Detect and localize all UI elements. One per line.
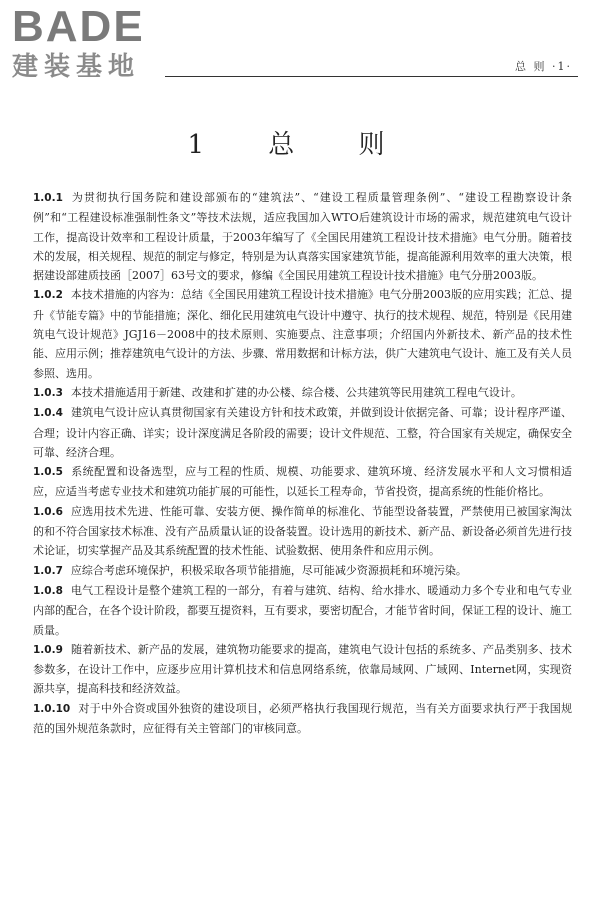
body-text (33, 188, 572, 738)
clause-number: 1.0.7 (33, 564, 63, 577)
clause-1-0-6 (33, 502, 572, 561)
clause-text: 电气工程设计是整个建筑工程的一部分，有着与建筑、结构、给水排水、暖通动力多个专业和电气专业内部的配合，在各个设计阶段，都要互提资料，互有要求，要密切配合，才能节省时间，保证工程的设计、施工质量。 (33, 583, 572, 637)
logo (12, 4, 192, 82)
clause-number: 1.0.2 (33, 289, 63, 302)
clause-1-0-2 (33, 285, 572, 382)
clause-text: 为贯彻执行国务院和建设部颁布的“建筑法”、“建设工程质量管理条例”、“建设工程勘察设计条例”和“工程建设标准强制性条文”等技术法规，适应我国加入WTO后建筑设计市场的需求，规范建筑电气设计工作，提高设计效率和工程设计质量，于2003年编写了《全国民用建筑工程设计技术措施》电气分册。随着技术的发展，相关规程、规范的制定与修定，特别是为认真落实国家建筑节能，提高能源利用效率的重大决策，根据建设部建质技函［2007］63号文的要求，修编《全国民用建筑工程设计技术措施》电气分册2003版。 (33, 191, 572, 283)
logo-subtitle: 建装基地 (12, 52, 141, 82)
clause-text: 建筑电气设计应认真贯彻国家有关建设方针和技术政策，并做到设计依据完备、可靠；设计程序严谨、合理；设计内容正确、详实；设计深度满足各阶段的需要；设计文件规范、工整，符合国家有关规定，确保安全可靠、经济合理。 (33, 406, 572, 459)
clause-1-0-10 (33, 699, 572, 739)
clause-1-0-1 (33, 188, 572, 285)
clause-text: 系统配置和设备选型，应与工程的性质、规模、功能要求、建筑环境、经济发展水平和人文习惯相适应，应适当考虑专业技术和建筑功能扩展的可能性，以延长工程寿命，节省投资，提高系统的性能价格比。 (33, 465, 572, 499)
clause-1-0-3 (33, 383, 572, 403)
clause-number: 1.0.4 (33, 407, 63, 420)
clause-text: 本技术措施的内容为：总结《全国民用建筑工程设计技术措施》电气分册2003版的应用实践；汇总、提升《节能专篇》中的节能措施；深化、细化民用建筑电气设计中遵守、执行的技术规程、规范，特别是《民用建筑电气设计规范》JGJ16－2008中的技术原则、实施要点、注意事项；介绍国内外新技术、新产品的技术性能、应用示例；推荐建筑电气设计的方法、步骤、常用数据和计标方法，供广大建筑电气设计、施工及有关人员参照、选用。 (33, 288, 572, 380)
clause-number: 1.0.10 (33, 702, 71, 715)
clause-number: 1.0.9 (33, 643, 63, 656)
logo-wordmark: BADE (12, 2, 145, 51)
chapter-title: 1 总 则 (187, 130, 413, 160)
clause-1-0-5 (33, 462, 572, 502)
clause-number: 1.0.3 (33, 386, 63, 399)
clause-text: 随着新技术、新产品的发展，建筑物功能要求的提高，建筑电气设计包括的系统多、产品类别多、技术参数多，在设计工作中，应逐步应用计算机技术和信息网络系统，依靠局域网、广域网、Internet网，实现资源共享，提高科技和经济效益。 (33, 642, 572, 696)
clause-number: 1.0.6 (33, 505, 63, 518)
clause-number: 1.0.8 (33, 584, 63, 597)
clause-text: 本技术措施适用于新建、改建和扩建的办公楼、综合楼、公共建筑等民用建筑工程电气设计。 (70, 385, 522, 399)
clause-text: 应选用技术先进、性能可靠、安装方便、操作简单的标准化、节能型设备装置，严禁使用已被国家淘汰的和不符合国家技术标准、没有产品质量认证的设备装置。设计选用的新技术、新产品、新设备必须首先进行技术论证，切实掌握产品及其系统配置的技术性能、试验数据、使用条件和应用示例。 (33, 504, 572, 558)
clause-1-0-9 (33, 640, 572, 699)
clause-number: 1.0.1 (33, 192, 63, 204)
clause-1-0-4 (33, 403, 572, 462)
clause-1-0-7 (33, 561, 572, 581)
clause-number: 1.0.5 (33, 466, 63, 479)
clause-text: 对于中外合资或国外独资的建设项目，必须严格执行我国现行规范，当有关方面要求执行严于我国规范的国外规范条款时，应征得有关主管部门的审核同意。 (33, 701, 572, 736)
header-rule (165, 76, 578, 77)
clause-1-0-8 (33, 581, 572, 640)
running-head: 总 则 ·1· (515, 60, 572, 73)
clause-text: 应综合考虑环境保护，积极采取各项节能措施，尽可能减少资源损耗和环境污染。 (70, 563, 467, 577)
